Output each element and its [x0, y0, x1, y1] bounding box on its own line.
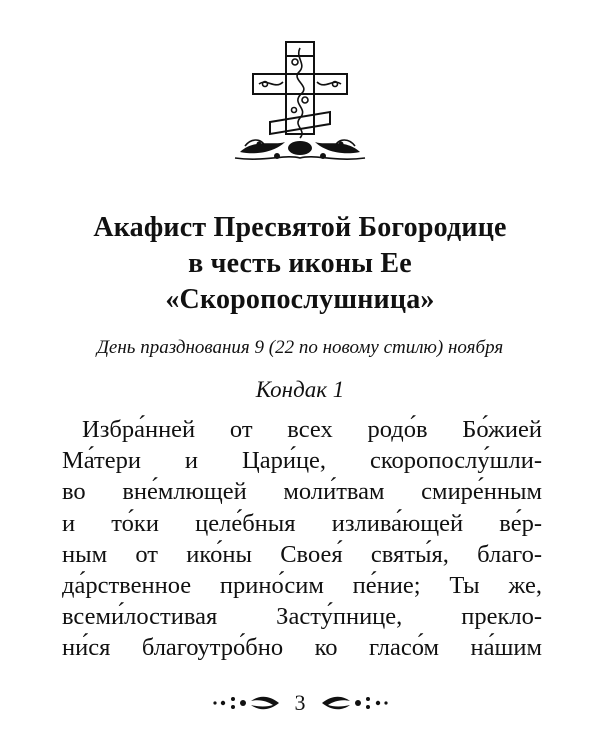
floral-flourish-icon: [211, 693, 281, 713]
page-title: [40, 210, 560, 318]
text-line: ным от ико́ны Своея́ святы́я, благо-: [62, 540, 542, 568]
title-line: в честь иконы Ее: [188, 248, 412, 279]
text-line: ни́ся благоутро́бно ко гласо́м на́шим: [62, 634, 542, 662]
section-heading: Кондак 1: [255, 377, 345, 402]
floral-flourish-icon: [320, 693, 390, 713]
text-line: Избра́нней от всех родо́в Бо́жией: [82, 416, 542, 443]
text-line: и то́ки целе́бныя излива́ющей ве́р-: [62, 509, 542, 537]
page-number: 3: [294, 690, 306, 715]
text-line: во вне́млющей моли́твам смире́нным: [62, 478, 542, 506]
text-line: Ма́тери и Цари́це, скоропослу́шли-: [62, 447, 542, 475]
cross-ornament: [0, 38, 600, 168]
text-line: да́рственное прино́сим пе́ние; Ты же,: [62, 572, 542, 600]
title-line: Акафист Пресвятой Богородице: [93, 212, 507, 243]
orthodox-cross-ornament-icon: [215, 38, 385, 168]
title-line: «Скоропослушница»: [165, 284, 435, 315]
page-footer: [0, 688, 600, 718]
prayer-text: [62, 414, 542, 664]
feast-day-note: День празднования 9 (22 по новому стилю) ноября: [96, 337, 504, 358]
text-line: всеми́лостивая Засту́пнице, прекло-: [62, 603, 542, 631]
